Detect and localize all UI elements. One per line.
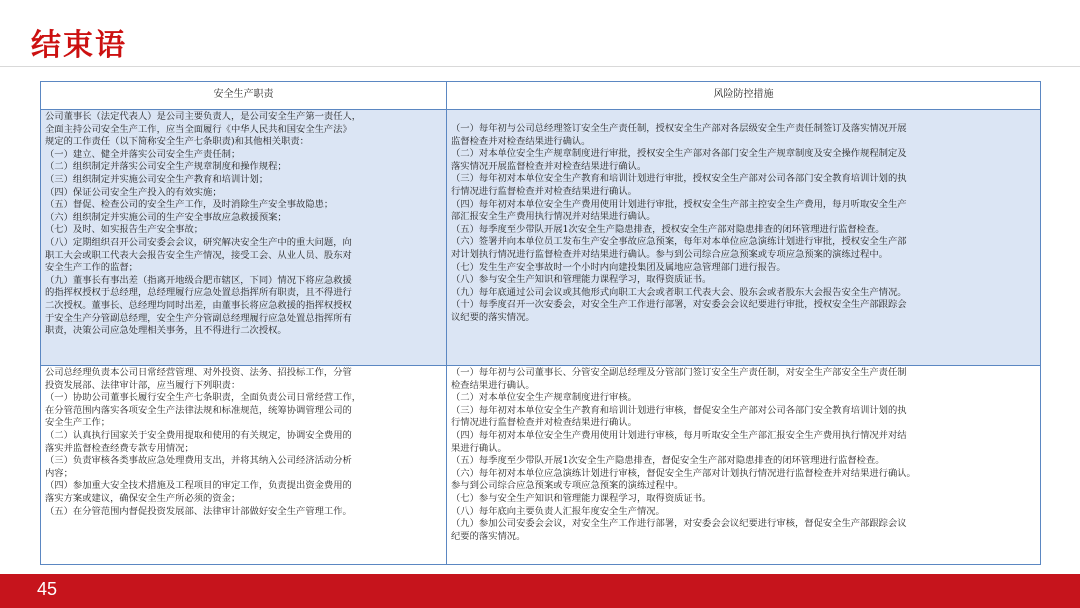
measure-line: （二）对本单位安全生产规章制度进行审批，授权安全生产部对各部门安全生产规章制度及安全操作规程制定及 <box>451 148 907 160</box>
measure-line: 落实情况开展监督检查并对检查结果进行确认。 <box>451 160 647 172</box>
duty-line: 于安全生产分管副总经理，安全生产分管副总经理履行应急处置总指挥所有 <box>45 312 352 324</box>
measure-line: （四）每年初对本单位安全生产费用使用计划进行审核，每月听取安全生产部汇报安全生产费用执行情况并对结 <box>451 429 907 441</box>
duty-line: （七）及时、如实报告生产安全事故； <box>45 224 204 236</box>
table-row <box>41 110 1041 366</box>
measure-line: （四）每年初对本单位安全生产费用使用计划进行审批，授权安全生产部主控安全生产费用，每月听取安全生产 <box>451 198 907 210</box>
measure-line: （八）参与安全生产知识和管理能力课程学习，取得资质证书。 <box>451 274 712 286</box>
measure-line: 行情况进行监督检查并对检查结果进行确认。 <box>451 417 637 429</box>
measure-line: （十）每季度召开一次安委会，对安全生产工作进行部署，对安委会会议纪要进行审批，授权安全生产部跟踪会 <box>451 299 907 311</box>
duty-line: （一）协助公司董事长履行安全生产七条职责，全面负责公司日常经营工作， <box>45 392 362 404</box>
chairman-measures-cell <box>447 110 1041 366</box>
measure-line: （一）每年初与公司总经理签订安全生产责任制，授权安全生产部对各层级安全生产责任制签订及落实情况开展 <box>451 123 907 134</box>
duty-line: 安全生产工作； <box>45 417 111 429</box>
duty-line: 公司董事长（法定代表人）是公司主要负责人，是公司安全生产第一责任人， <box>45 111 362 122</box>
measure-line: 对计划执行情况进行监督检查并对结果进行确认。参与到公司综合应急预案或专项应急预案的演练过程中。 <box>451 248 888 260</box>
measure-line: （三）每年初对本单位安全生产教育和培训计划进行审批，授权安全生产部对公司各部门安全教育培训计划的执 <box>451 173 907 185</box>
footer-bar <box>0 574 1080 608</box>
header-measures: 风险防控措施 <box>447 82 1041 110</box>
measure-line: （八）每年底向主要负责人汇报年度安全生产情况。 <box>451 505 665 517</box>
duty-line: 职工大会或职工代表大会报告安全生产情况，接受工会、从业人员、股东对 <box>45 249 352 261</box>
duty-line: 公司总经理负责本公司日常经营管理、对外投资、法务、招投标工作，分管 <box>45 367 352 378</box>
measure-line: （六）签署并向本单位员工发布生产安全事故应急预案，每年对本单位应急演练计划进行审批，授权安全生产部 <box>451 236 907 248</box>
measure-line: （一）每年初与公司董事长、分管安全副总经理及分管部门签订安全生产责任制，对安全生产部安全生产责任制 <box>451 367 907 378</box>
duty-line: （五）在分管范围内督促投资发展部、法律审计部做好安全生产管理工作。 <box>45 505 352 517</box>
header-duties: 安全生产职责 <box>41 82 447 110</box>
duty-line: （四）参加重大安全技术措施及工程项目的审定工作，负责提出资金费用的 <box>45 480 352 492</box>
duty-line: 规定的工作责任（以下简称安全生产七条职责)和其他相关职责： <box>45 136 309 148</box>
gm-measures-cell <box>447 366 1041 565</box>
duty-line: 落实方案或建议，确保安全生产所必须的资金； <box>45 492 241 504</box>
responsibility-table <box>40 81 1041 565</box>
duty-line: （九）董事长有事出差（指离开地级合肥市辖区，下同）情况下将应急救援 <box>45 274 352 286</box>
measure-line: （六）每年初对本单位应急演练计划进行审核，督促安全生产部对计划执行情况进行监督检查并对结果进行确认。 <box>451 467 916 479</box>
gm-duties-cell <box>41 366 447 565</box>
duty-line: （二）组织制定并落实公司安全生产规章制度和操作规程； <box>45 161 287 173</box>
duty-line: （六）组织制定并实施公司的生产安全事故应急救援预案； <box>45 211 287 223</box>
measure-line: （七）参与安全生产知识和管理能力课程学习，取得资质证书。 <box>451 492 712 504</box>
measure-line: 议纪要的落实情况。 <box>451 311 535 323</box>
measure-line: 监督检查并对检查结果进行确认。 <box>451 135 591 147</box>
measure-line: （七）发生生产安全事故时一个小时内向建投集团及属地应急管理部门进行报告。 <box>451 261 786 273</box>
duty-line: 职责，决策公司应急处理相关事务，且不得进行二次授权。 <box>45 325 287 337</box>
duty-line: 落实并监督检查经费专款专用情况； <box>45 442 194 454</box>
duty-line: 安全生产工作的监督； <box>45 262 138 274</box>
page-number: 45 <box>37 579 58 599</box>
table-row <box>41 366 1041 565</box>
title-divider <box>0 66 1080 67</box>
duty-line: （四）保证公司安全生产投入的有效实施； <box>45 186 222 198</box>
duty-line: 投资发展部、法律审计部，应当履行下列职责： <box>45 379 241 391</box>
measure-line: （九）每年底通过公司会议或其他形式向职工大会或者职工代表大会、股东会或者股东大会报告安全生产情况。 <box>451 286 907 298</box>
table-header-row <box>41 82 1041 110</box>
measure-line: 行情况进行监督检查并对检查结果进行确认。 <box>451 185 637 197</box>
duty-line: （二）认真执行国家关于安全费用提取和使用的有关规定，协调安全费用的 <box>45 429 352 441</box>
chairman-duties-cell <box>41 110 447 366</box>
measure-line: （二）对本单位安全生产规章制度进行审核。 <box>451 392 637 404</box>
measure-line: 果进行确认。 <box>451 442 507 454</box>
duty-line: （一）建立、健全并落实公司安全生产责任制； <box>45 148 241 160</box>
slide-title: 结束语 <box>31 28 127 63</box>
duty-line: 二次授权。董事长、总经理均同时出差，由董事长将应急救援的指挥权授权 <box>45 299 352 311</box>
measure-line: 纪要的落实情况。 <box>451 530 526 542</box>
duty-line: （三）负责审核各类事故应急处理费用支出，并将其纳入公司经济活动分析 <box>45 455 352 467</box>
duty-line: （三）组织制定并实施公司安全生产教育和培训计划； <box>45 173 269 185</box>
measure-line: （五）每季度至少带队开展1次安全生产隐患排查，授权安全生产部对隐患排查的闭环管理进行监督检查。 <box>451 223 885 235</box>
measure-line: 部汇报安全生产费用执行情况并对结果进行确认。 <box>451 211 656 223</box>
measure-line: （五）每季度至少带队开展1次安全生产隐患排查，督促安全生产部对隐患排查的闭环管理进行监督检查。 <box>451 455 885 467</box>
duty-line: 的指挥权授权于总经理，总经理履行应急处置总指挥所有职责，且不得进行 <box>45 287 352 299</box>
measure-line: （九）参加公司安委会会议，对安全生产工作进行部署，对安委会会议纪要进行审核，督促安全生产部跟踪会议 <box>451 518 907 530</box>
measure-line: 参与到公司综合应急预案或专项应急预案的演练过程中。 <box>451 480 684 492</box>
duty-line: 在分管范围内落实各项安全生产法律法规和标准规范，统筹协调管理公司的 <box>45 404 352 416</box>
duty-line: （八）定期组织召开公司安委会会议，研究解决安全生产中的重大问题，向 <box>45 236 352 248</box>
duty-line: （五）督促、检查公司的安全生产工作，及时消除生产安全事故隐患； <box>45 199 334 211</box>
measure-line: （三）每年初对本单位安全生产教育和培训计划进行审核，督促安全生产部对公司各部门安全教育培训计划的执 <box>451 404 907 416</box>
duty-line: 内容； <box>45 467 73 479</box>
cell-top-gap <box>451 111 1036 123</box>
duty-line: 全面主持公司安全生产工作，应当全面履行《中华人民共和国安全生产法》 <box>45 123 352 135</box>
measure-line: 检查结果进行确认。 <box>451 379 535 391</box>
